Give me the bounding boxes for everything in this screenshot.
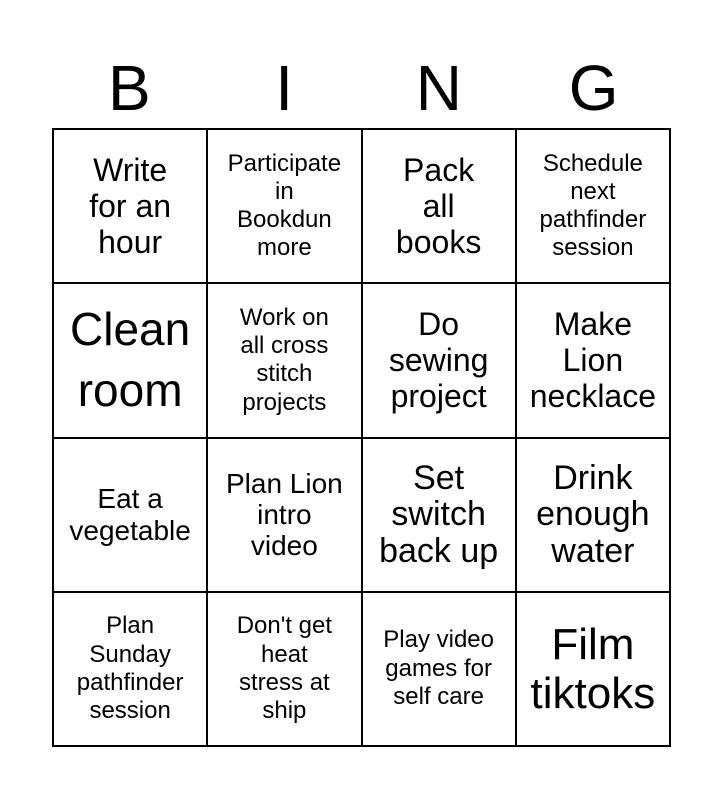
- bingo-cell[interactable]: Set switch back up: [363, 439, 517, 593]
- bingo-cell[interactable]: Participate in Bookdun more: [208, 130, 362, 284]
- bingo-cell[interactable]: Eat a vegetable: [54, 439, 208, 593]
- bingo-cell[interactable]: Work on all cross stitch projects: [208, 284, 362, 438]
- bingo-cell[interactable]: Pack all books: [363, 130, 517, 284]
- bingo-cell[interactable]: Play video games for self care: [363, 593, 517, 747]
- bingo-cell[interactable]: Drink enough water: [517, 439, 671, 593]
- bingo-header: [52, 48, 671, 128]
- bingo-cell[interactable]: Write for an hour: [54, 130, 208, 284]
- bingo-cell[interactable]: Film tiktoks: [517, 593, 671, 747]
- bingo-cell[interactable]: Make Lion necklace: [517, 284, 671, 438]
- bingo-cell[interactable]: Plan Lion intro video: [208, 439, 362, 593]
- header-letter-g: G: [568, 52, 619, 124]
- bingo-cell[interactable]: Do sewing project: [363, 284, 517, 438]
- bingo-cell[interactable]: Plan Sunday pathfinder session: [54, 593, 208, 747]
- header-letter-n: N: [415, 52, 462, 124]
- header-letter-i: I: [275, 52, 294, 124]
- bingo-cell[interactable]: Don't get heat stress at ship: [208, 593, 362, 747]
- bingo-board: [52, 128, 671, 747]
- bingo-cell[interactable]: Schedule next pathfinder session: [517, 130, 671, 284]
- bingo-cell[interactable]: Clean room: [54, 284, 208, 438]
- header-letter-b: B: [108, 52, 151, 124]
